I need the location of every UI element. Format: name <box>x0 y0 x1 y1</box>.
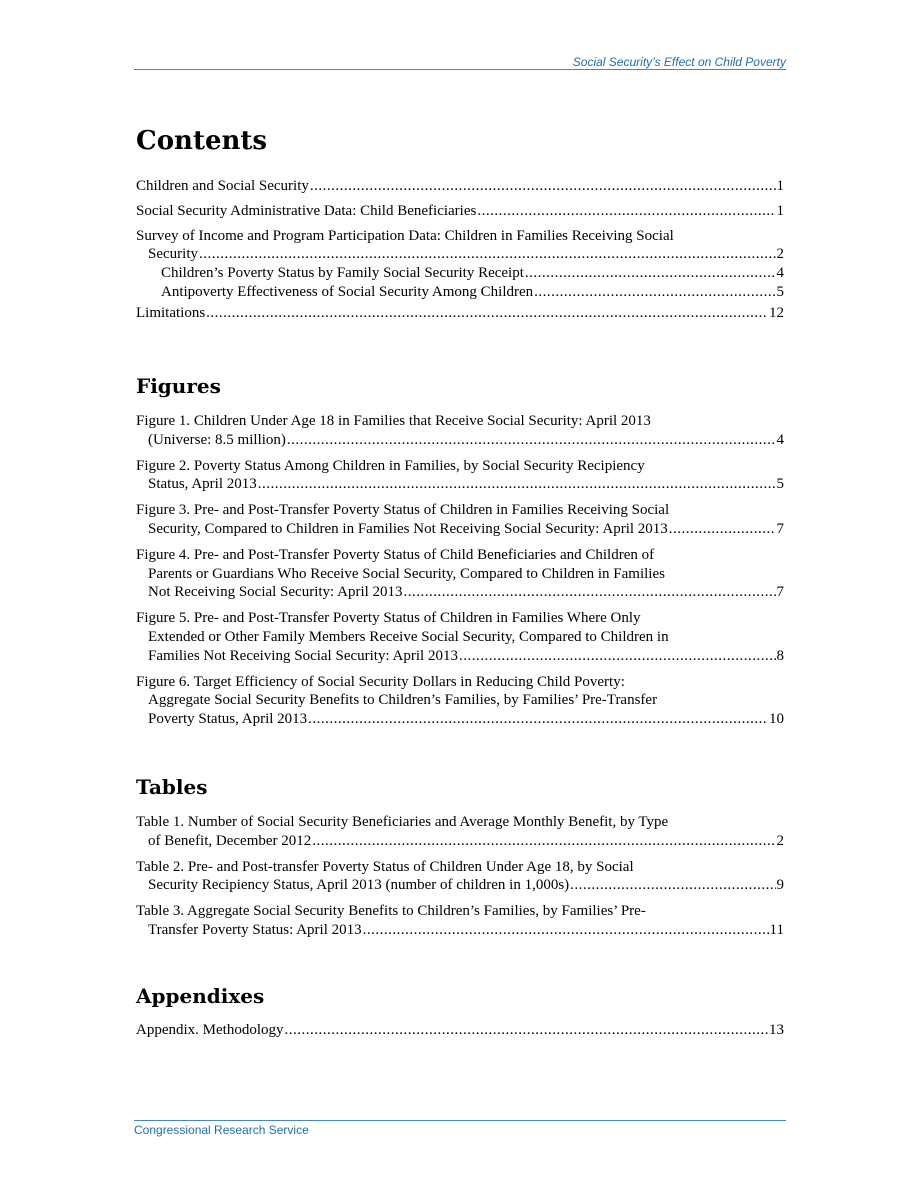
page-number: 7 <box>776 584 784 601</box>
toc-entry-figure-2[interactable]: Figure 2. Poverty Status Among Children in Families, by Social Security Recipiency Status, April 2013 ..... 5 <box>136 457 784 495</box>
toc-entry-figure-1[interactable]: Figure 1. Children Under Age 18 in Families that Receive Social Security: April 2013 (Universe: 8.5 million) ..... 4 <box>136 412 784 450</box>
page-number: 13 <box>769 1022 784 1038</box>
appendixes-heading: Appendixes <box>136 984 265 1008</box>
appendixes-list <box>136 1021 784 1040</box>
figures-section <box>136 374 784 398</box>
contents-section <box>136 126 784 156</box>
tables-section <box>136 775 784 799</box>
page-number: 11 <box>769 921 784 938</box>
toc-entry-table-1[interactable]: Table 1. Number of Social Security Beneficiaries and Average Monthly Benefit, by Type of Benefit, December 2012 ..... 2 <box>136 813 784 851</box>
contents-list <box>136 177 784 323</box>
tables-heading: Tables <box>136 775 208 799</box>
page-number: 1 <box>776 178 784 194</box>
footer-publisher: Congressional Research Service <box>134 1123 309 1137</box>
toc-entry-sipp-data[interactable]: Survey of Income and Program Participation Data: Children in Families Receiving Social Security ..... 2 <box>136 227 784 265</box>
toc-entry-figure-5[interactable]: Figure 5. Pre- and Post-Transfer Poverty Status of Children in Families Where Only Extended or Other Family Members Receive Social Security, Compared to Children in Families Not Receiving Social Security: April 2013 ..... 8 <box>136 609 784 665</box>
page-number: 2 <box>776 832 784 849</box>
appendixes-section <box>136 984 784 1008</box>
figures-heading: Figures <box>136 374 221 398</box>
toc-entry-figure-3[interactable]: Figure 3. Pre- and Post-Transfer Poverty Status of Children in Families Receiving Social Security, Compared to Children in Families Not Receiving Social Security: April 2013 ..... 7 <box>136 501 784 539</box>
toc-entry-table-2[interactable]: Table 2. Pre- and Post-transfer Poverty Status of Children Under Age 18, by Social Security Recipiency Status, April 2013 (number of children in 1,000s) ..... 9 <box>136 858 784 896</box>
page-number: 1 <box>776 202 784 219</box>
toc-entry-appendix-methodology[interactable]: Appendix. Methodology ..... 13 <box>136 1021 784 1040</box>
contents-heading: Contents <box>136 126 268 156</box>
toc-entry-figure-4[interactable]: Figure 4. Pre- and Post-Transfer Poverty Status of Child Beneficiaries and Children of Parents or Guardians Who Receive Social Security, Compared to Children in Families Not Receiving Social Security: April 2013 ..... 7 <box>136 546 784 602</box>
header-rule <box>134 69 786 70</box>
toc-entry-children-and-social-security[interactable]: Children and Social Security ..... 1 <box>136 177 784 196</box>
footer-rule <box>134 1120 786 1121</box>
page-number: 2 <box>776 246 784 263</box>
page-number: 8 <box>776 647 784 664</box>
page-number: 9 <box>776 877 784 894</box>
page-number: 12 <box>769 304 784 321</box>
toc-entry-antipoverty-effectiveness[interactable]: Antipoverty Effectiveness of Social Security Among Children ..... 5 <box>161 283 784 302</box>
toc-entry-poverty-status-by-receipt[interactable]: Children’s Poverty Status by Family Social Security Receipt ..... 4 <box>161 264 784 283</box>
page-number: 10 <box>769 711 784 728</box>
toc-entry-limitations[interactable]: Limitations ..... 12 <box>136 304 784 323</box>
running-header: Social Security’s Effect on Child Poverty <box>572 55 786 69</box>
page-number: 4 <box>776 431 784 448</box>
figures-list <box>136 412 784 729</box>
toc-entry-table-3[interactable]: Table 3. Aggregate Social Security Benefits to Children’s Families, by Families’ Pre- Transfer Poverty Status: April 2013 ..... 11 <box>136 902 784 940</box>
page-number: 4 <box>776 265 784 282</box>
page-number: 5 <box>776 283 784 300</box>
toc-entry-figure-6[interactable]: Figure 6. Target Efficiency of Social Security Dollars in Reducing Child Poverty: Aggregate Social Security Benefits to Children’s Families, by Families’ Pre-Transfer Poverty Status, April 2013 ..... 10 <box>136 673 784 729</box>
tables-list <box>136 813 784 940</box>
toc-entry-administrative-data[interactable]: Social Security Administrative Data: Child Beneficiaries ..... 1 <box>136 202 784 221</box>
page-number: 5 <box>776 476 784 493</box>
page-number: 7 <box>776 520 784 537</box>
